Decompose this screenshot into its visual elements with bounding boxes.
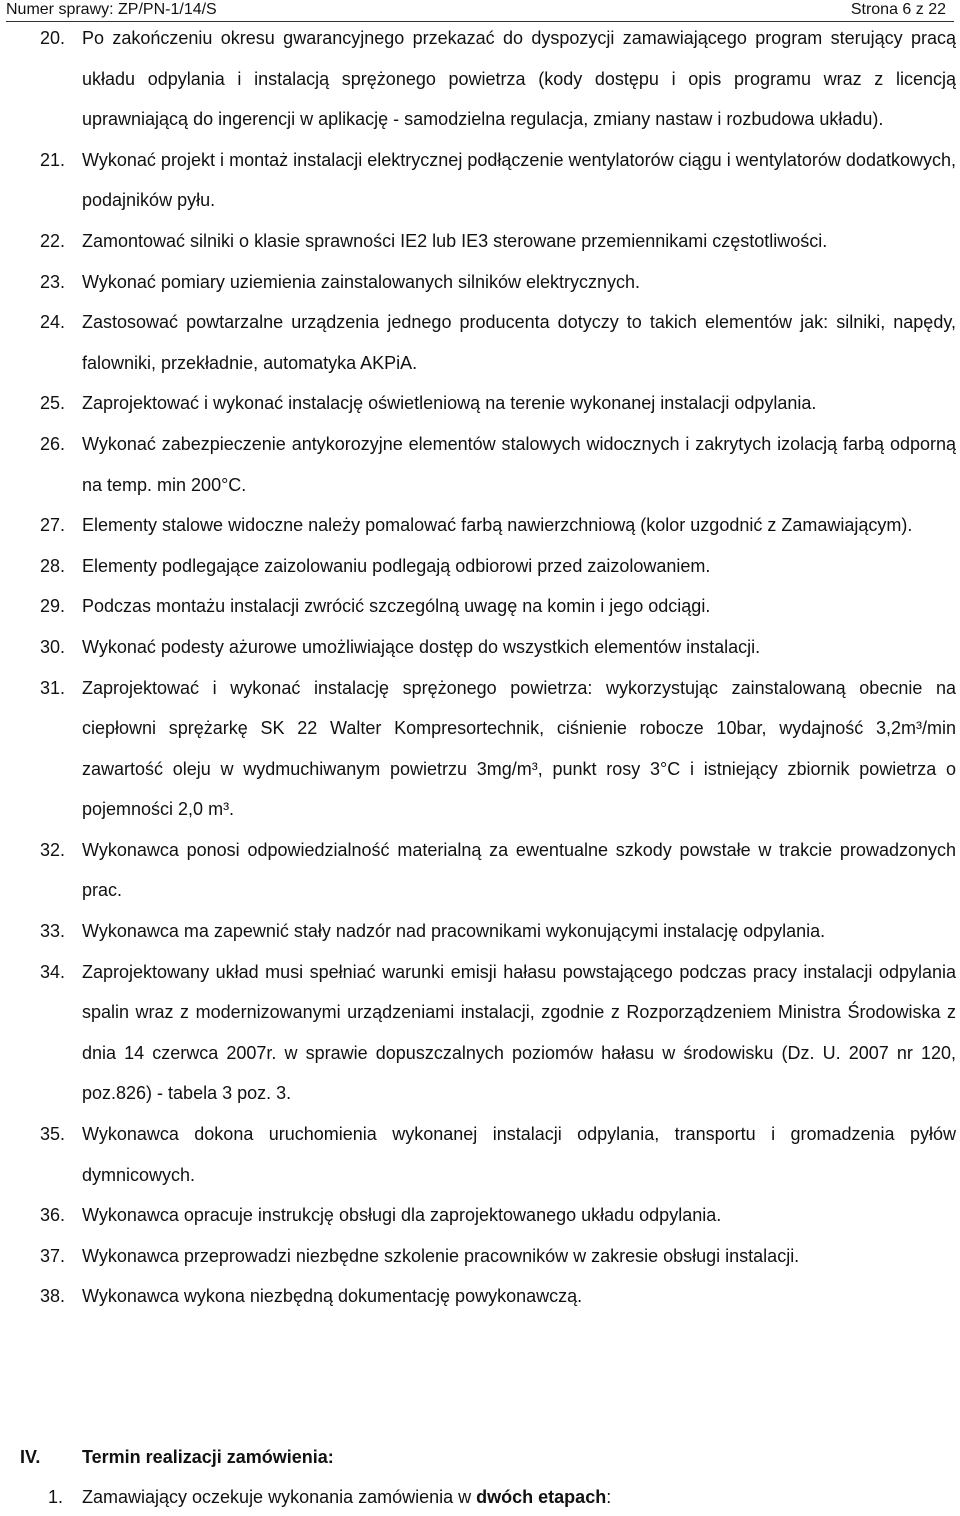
list-item [40,911,956,952]
list-item [40,627,956,668]
item-number: 31. [40,677,66,698]
item-text: Wykonawca opracuje instrukcję obsługi dla zaprojektowanego układu odpylania. [82,1205,722,1226]
subitem-text [82,1478,611,1516]
requirements-list [40,18,956,1317]
item-text: Zamontować silniki o klasie sprawności IE2 lub IE3 sterowane przemiennikami częstotliwości. [82,230,828,251]
item-text: Wykonać zabezpieczenie antykorozyjne elementów stalowych widocznych i zakrytych izolacją farbą odporną na temp. min 200°C. [82,433,956,495]
subitem-text-plain: Zamawiający oczekuje wykonania zamówienia w [82,1487,477,1507]
item-text: Wykonawca przeprowadzi niezbędne szkolenie pracowników w zakresie obsługi instalacji. [82,1245,800,1266]
item-number: 23. [40,271,66,292]
item-text: Wykonać podesty ażurowe umożliwiające dostęp do wszystkich elementów instalacji. [82,636,761,657]
list-item [40,18,956,140]
item-text: Wykonawca dokona uruchomienia wykonanej instalacji odpylania, transportu i gromadzenia pyłów dymnicowych. [82,1124,956,1185]
item-text: Zaprojektować i wykonać instalację sprężonego powietrza: wykorzystując zainstalowaną obecnie na ciepłowni sprężarkę SK 22 Walter Kompresortechnik, ciśnienie robocze 10bar, wydajność 3,2m³/min zawartość oleju w wydmuchiwanym powietrzu 3mg/m³, punkt rosy 3°C i istniejący zbiornik powietrza o pojemności 2,0 m³. [82,677,956,820]
list-item [40,830,956,911]
item-number: 29. [40,596,66,617]
list-item [40,505,956,546]
item-text: Wykonać projekt i montaż instalacji elektrycznej podłączenie wentylatorów ciągu i wentylatorów dodatkowych, podajników pyłu. [82,149,956,211]
subitem-text-end: : [606,1487,612,1507]
item-text: Elementy podlegające zaizolowaniu podlegają odbiorowi przed zaizolowaniem. [82,555,711,576]
item-number: 33. [40,921,66,942]
item-number: 32. [40,839,66,860]
list-item [40,1195,956,1236]
case-number: Numer sprawy: ZP/PN-1/14/S [6,1,217,18]
item-text: Wykonawca wykona niezbędną dokumentację powykonawczą. [82,1286,583,1307]
item-number: 20. [40,28,66,48]
item-text: Zaprojektować i wykonać instalację oświetleniową na terenie wykonanej instalacji odpylania. [82,393,817,414]
list-item [40,302,956,383]
item-number: 34. [40,961,66,982]
section-number: IV. [20,1447,41,1467]
page-number: Strona 6 z 22 [850,1,946,18]
subitem-text-bold: dwóch etapach [476,1487,607,1507]
list-item [40,1276,956,1317]
item-number: 30. [40,636,66,657]
item-text: Po zakończeniu okresu gwarancyjnego przekazać do dyspozycji zamawiającego program sterujący pracą układu odpylania i instalacją sprężonego powietrza (kody dostępu i opis programu wraz z licencją uprawniającą do ingerencji w aplikację - samodzielna regulacja, zmiany nastaw i rozbudowa układu). [82,28,956,130]
list-item [40,586,956,627]
list-item [40,383,956,424]
item-text: Zaprojektowany układ musi spełniać warunki emisji hałasu powstającego podczas pracy instalacji odpylania spalin wraz z modernizowanymi urządzeniami instalacji, zgodnie z Rozporządzeniem Ministra Środowiska z dnia 14 czerwca 2007r. w sprawie dopuszczalnych poziomów hałasu w środowisku (Dz. U. 2007 nr 120, poz.826) - tabela 3 poz. 3. [82,961,956,1104]
section-title: Termin realizacji zamówienia: [82,1447,334,1467]
item-text: Wykonawca ponosi odpowiedzialność materialną za ewentualne szkody powstałe w trakcie prowadzonych prac. [82,839,956,901]
item-text: Zastosować powtarzalne urządzenia jednego producenta dotyczy to takich elementów jak: silniki, napędy, falowniki, przekładnie, automatyka AKPiA. [82,312,956,373]
item-number: 35. [40,1124,66,1145]
item-number: 26. [40,433,66,454]
item-number: 24. [40,312,66,333]
list-item [40,952,956,1114]
list-item [40,221,956,262]
item-number: 38. [40,1286,66,1307]
item-number: 22. [40,230,66,251]
list-item [40,1236,956,1277]
item-number: 36. [40,1205,66,1226]
item-number: 21. [40,149,66,170]
list-item [40,262,956,303]
item-text: Elementy stalowe widoczne należy pomalować farbą nawierzchniową (kolor uzgodnić z Zamawiającym). [82,515,913,536]
list-item [40,140,956,221]
list-item [40,668,956,830]
list-item [40,546,956,587]
item-number: 28. [40,555,66,576]
subitem-number: 1. [48,1487,64,1507]
item-number: 25. [40,393,66,414]
item-text: Podczas montażu instalacji zwrócić szczególną uwagę na komin i jego odciągi. [82,596,711,617]
item-number: 37. [40,1245,66,1266]
item-text: Wykonać pomiary uziemienia zainstalowanych silników elektrycznych. [82,271,641,292]
item-number: 27. [40,515,66,536]
list-item [40,424,956,505]
list-item [40,1114,956,1195]
item-text: Wykonawca ma zapewnić stały nadzór nad pracownikami wykonującymi instalację odpylania. [82,921,826,942]
